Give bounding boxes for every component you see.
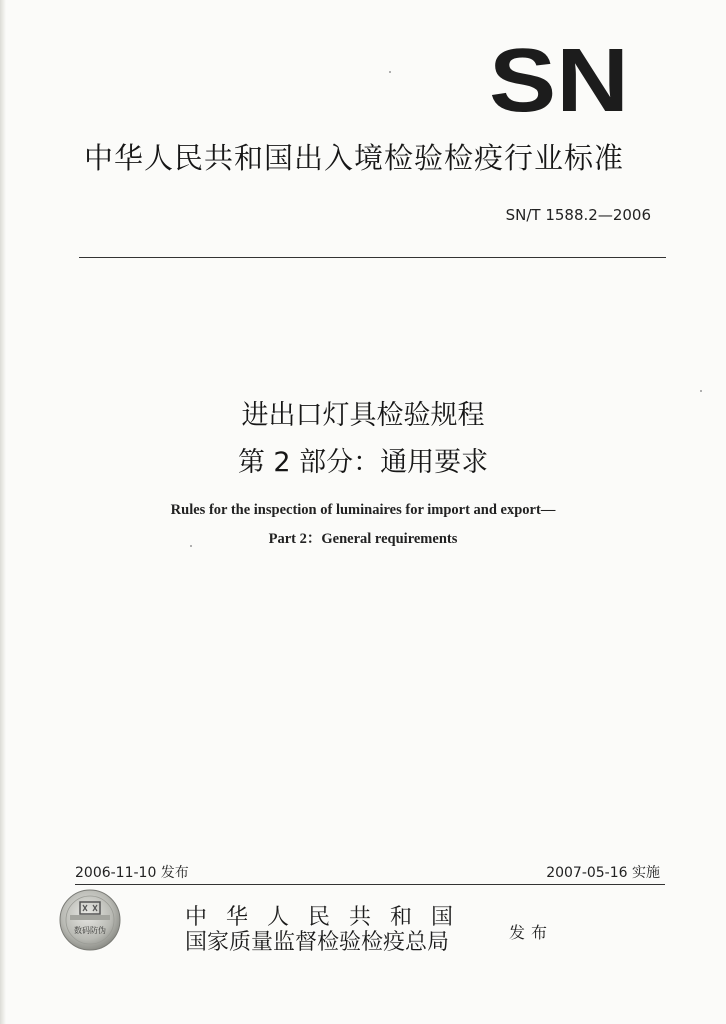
header-divider [79, 257, 666, 258]
implementation-date: 2007-05-16 实施 [546, 865, 660, 881]
org-title: 中华人民共和国出入境检验检疫行业标准 [84, 141, 625, 175]
title-en-line2: Part 2：General requirements [268, 531, 458, 547]
scan-speck [190, 545, 192, 547]
title-cn-line1: 进出口灯具检验规程 [241, 400, 485, 431]
scan-speck [389, 71, 391, 73]
scan-speck [700, 390, 702, 392]
publisher-line2: 国家质量监督检验检疫总局 [185, 930, 450, 955]
title-en-line1: Rules for the inspection of luminaires for import and export— [170, 502, 556, 518]
seal-icon [58, 888, 122, 952]
seal-text: 数码防伪 [74, 926, 106, 935]
sn-logo-mark [488, 44, 630, 116]
footer-divider [75, 884, 665, 885]
sn-logo [488, 44, 630, 116]
sn-logo-text: SN [489, 44, 629, 116]
title-cn-line2: 第 2 部分：通用要求 [237, 447, 489, 478]
publish-label: 发布 [509, 923, 554, 942]
publisher-line1: 中华人民共和国 [185, 905, 473, 930]
standard-code: SN/T 1588.2—2006 [505, 206, 651, 224]
publishers-block [185, 906, 472, 956]
issue-date: 2006-11-10 发布 [75, 865, 189, 881]
anti-counterfeit-seal [58, 888, 122, 952]
